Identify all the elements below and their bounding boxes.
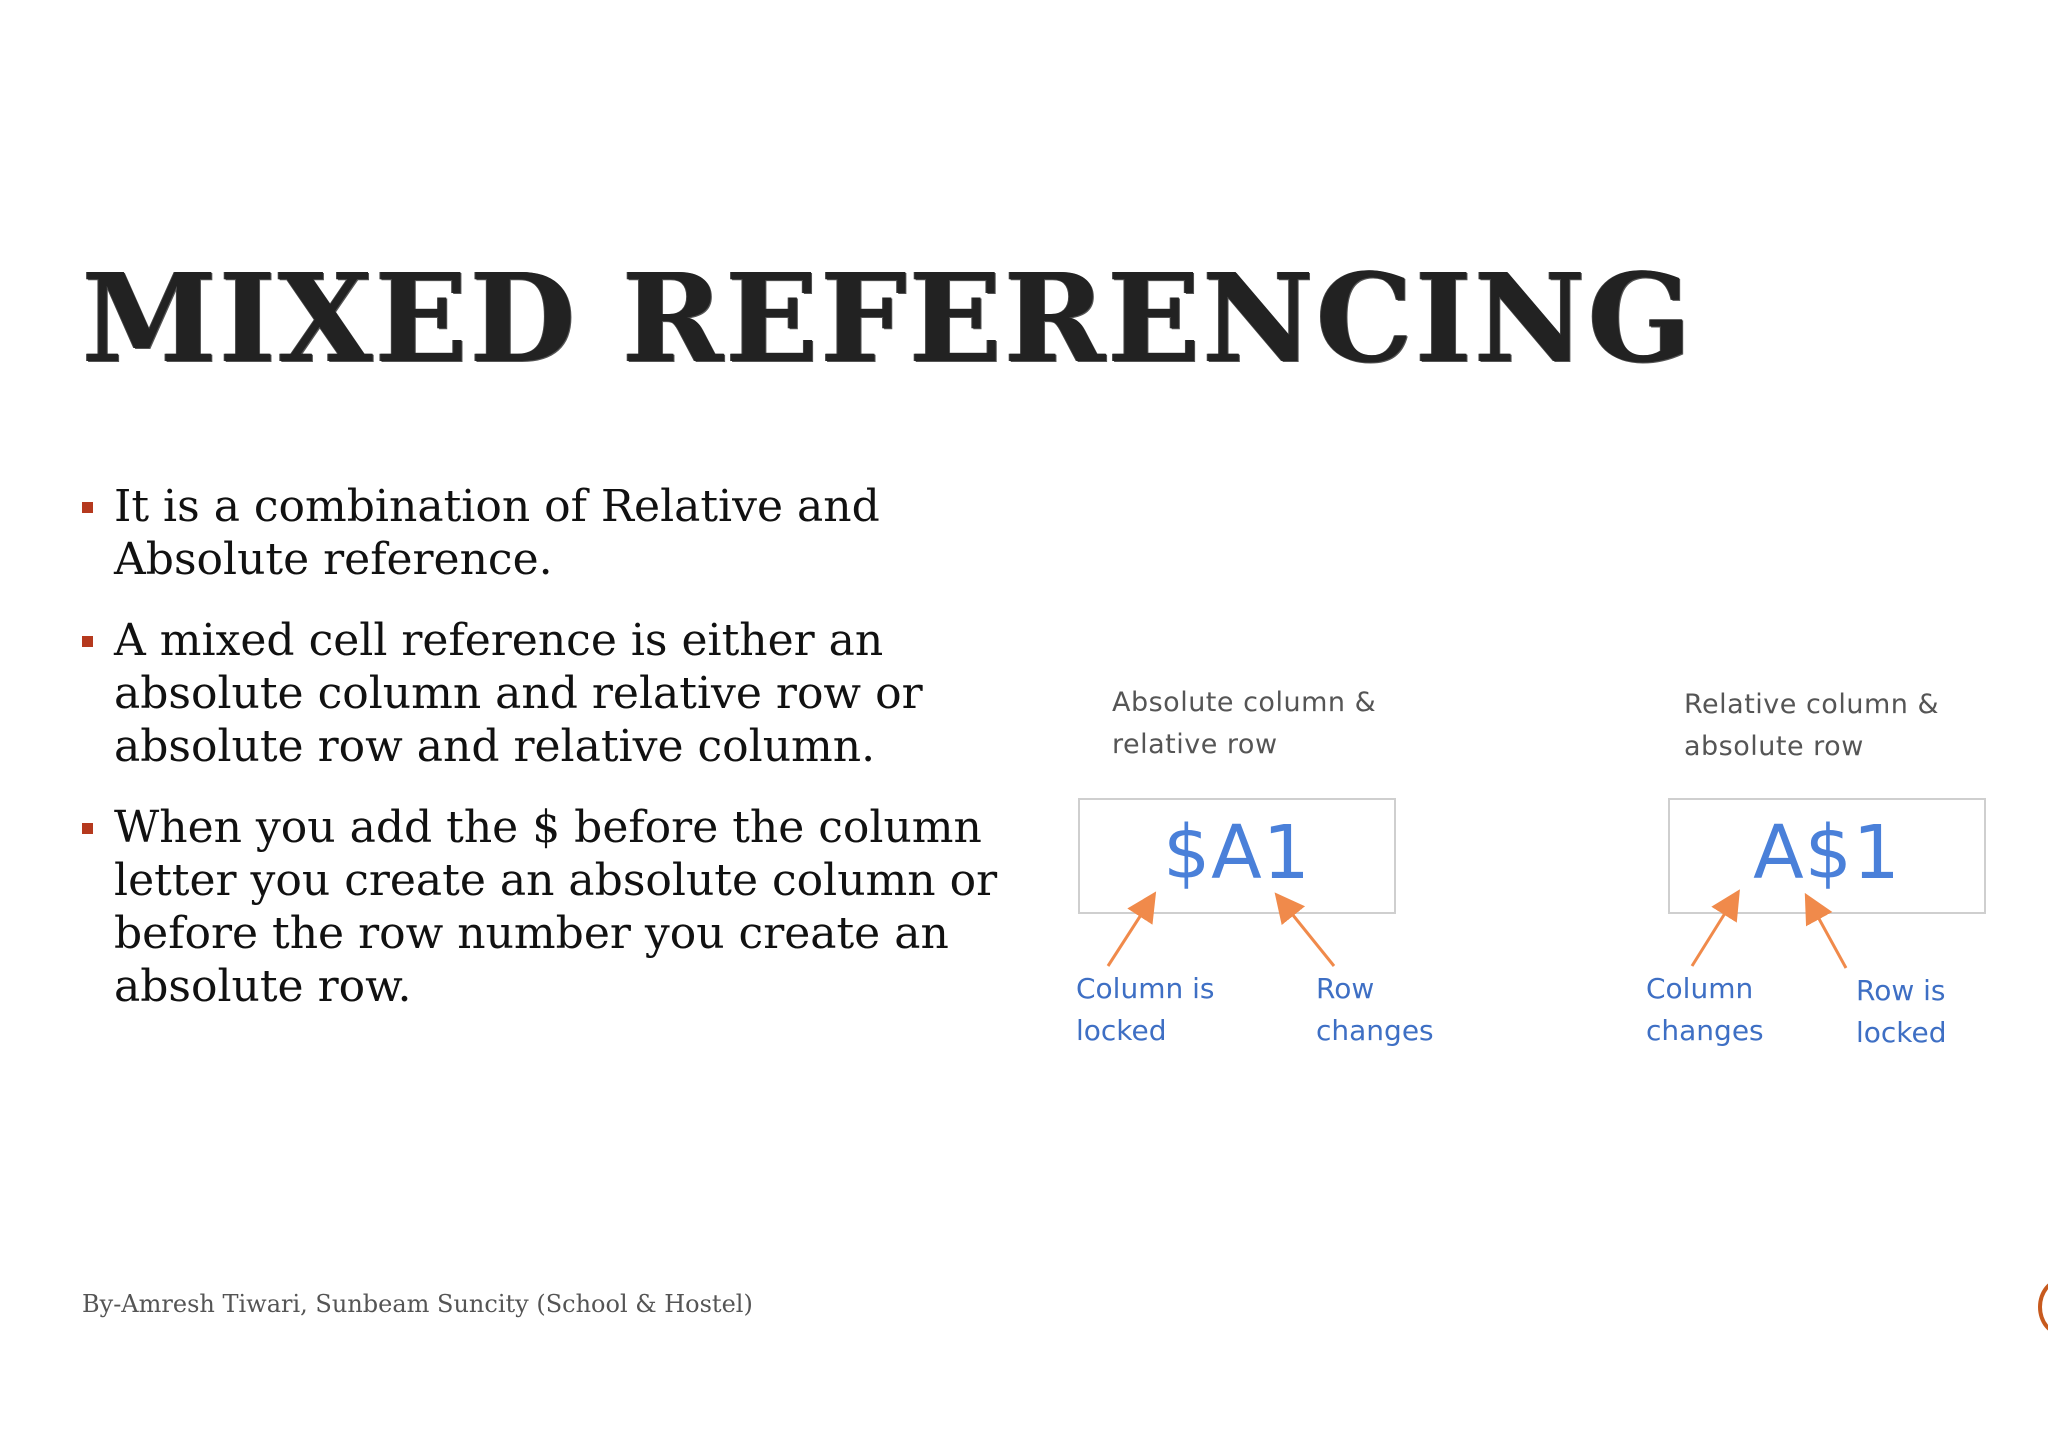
bullet-text: It is a combination of Relative and Absolute reference. [114,481,880,585]
mixed-reference-diagram [1060,620,2020,1080]
square-bullet-icon [82,502,93,513]
square-bullet-icon [82,823,93,834]
label-line: Column is [1076,972,1215,1005]
cell-reference: A$1 [1753,810,1901,896]
label-line: Row [1316,972,1375,1005]
label-line: Column [1646,972,1754,1005]
caption-line: relative row [1112,729,1278,760]
caption-line: absolute row [1684,731,1864,762]
label-line: Row is [1856,974,1946,1007]
diagram-panel-absolute-column [1060,620,1480,1080]
slide-title: MIXED REFERENCING [82,246,1694,390]
row-locked-label [1856,970,1947,1054]
bullet-item [82,480,1012,586]
caption-line: Relative column & [1684,689,1939,720]
row-changes-label [1316,968,1434,1052]
bullet-item [82,801,1012,1013]
caption-line: Absolute column & [1112,687,1377,718]
slide-footer: By-Amresh Tiwari, Sunbeam Suncity (School & Hostel) [82,1290,753,1318]
diagram-panel-absolute-row [1630,620,2048,1080]
school-logo-icon [2038,1278,2048,1336]
bullet-text: When you add the $ before the column letter you create an absolute column or before the row number you create an absolute row. [114,802,998,1012]
label-line: changes [1646,1014,1764,1047]
arrow-up-right-icon [1692,902,1732,966]
column-locked-label [1076,968,1215,1052]
label-line: changes [1316,1014,1434,1047]
arrow-up-left-icon [1284,904,1334,966]
label-line: locked [1856,1016,1947,1049]
bullet-list [82,480,1012,1041]
cell-reference: $A1 [1163,810,1311,896]
arrow-up-right-icon [1108,904,1148,966]
label-line: locked [1076,1014,1167,1047]
column-changes-label [1646,968,1764,1052]
arrow-up-left-icon [1812,906,1846,968]
square-bullet-icon [82,636,93,647]
bullet-text: A mixed cell reference is either an absolute column and relative row or absolute row and relative column. [114,615,923,772]
bullet-item [82,614,1012,773]
